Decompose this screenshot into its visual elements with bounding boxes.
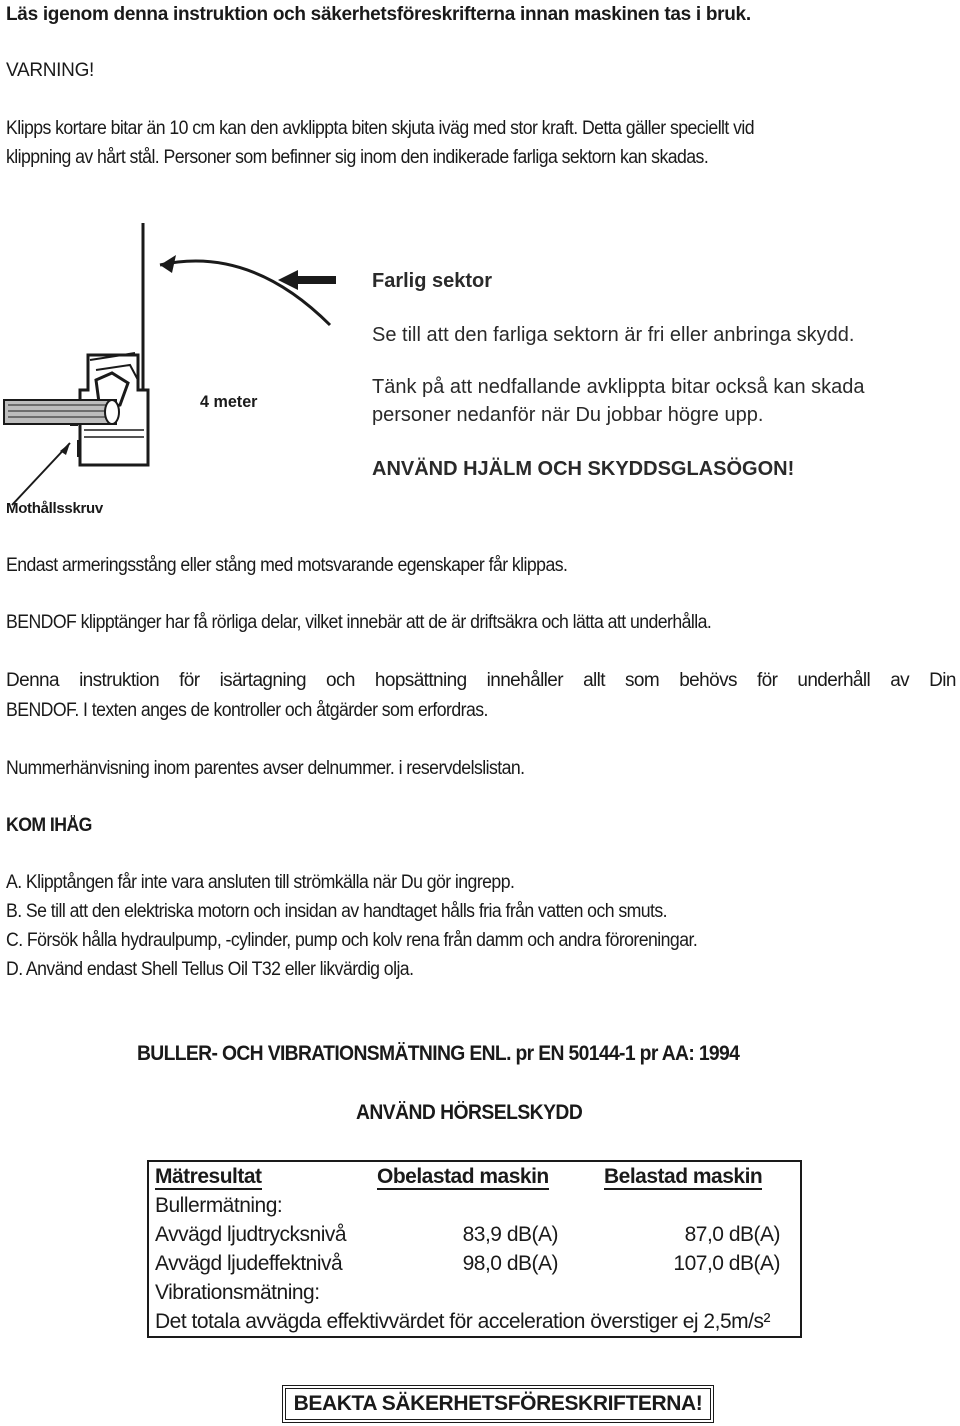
table-cell: Det totala avvägda effektivvärdet för acceleration överstiger ej 2,5m/s² xyxy=(155,1310,770,1333)
list-item-c: C. Försök hålla hydraulpump, -cylinder, pump och kolv rena från damm och andra föroreningar. xyxy=(6,930,698,951)
table-row xyxy=(148,1249,801,1278)
table-cell: 107,0 dB(A) xyxy=(673,1252,780,1275)
safety-notice-text: BEAKTA SÄKERHETSFÖRESKRIFTERNA! xyxy=(293,1392,703,1415)
list-item-d: D. Använd endast Shell Tellus Oil T32 eller likvärdig olja. xyxy=(6,959,414,980)
table-cell: 98,0 dB(A) xyxy=(462,1252,558,1275)
safety-notice-box xyxy=(282,1385,714,1423)
table-header: Obelastad maskin xyxy=(377,1165,549,1188)
word: instruktion xyxy=(79,670,160,691)
table-row xyxy=(148,1278,801,1307)
table-cell: Avvägd ljudtrycksnivå xyxy=(155,1223,347,1246)
word: som xyxy=(625,670,660,691)
helmet-warning: ANVÄND HJÄLM OCH SKYDDSGLASÖGON! xyxy=(372,458,795,480)
screw-label: Mothållsskruv xyxy=(6,500,103,517)
word: behövs xyxy=(679,670,737,691)
table-cell: 83,9 dB(A) xyxy=(462,1223,558,1246)
word: och xyxy=(325,670,355,691)
hearing-protection-heading: ANVÄND HÖRSELSKYDD xyxy=(356,1101,583,1124)
word: Din xyxy=(929,670,956,691)
list-item-b: B. Se till att den elektriska motorn och insidan av handtaget hålls fria från vatten och smuts. xyxy=(6,901,668,922)
remember-heading: KOM IHÅG xyxy=(6,815,92,836)
word: isärtagning xyxy=(219,670,306,691)
word: Denna xyxy=(6,670,59,691)
table-cell: 87,0 dB(A) xyxy=(684,1223,780,1246)
table-header-row xyxy=(148,1161,801,1191)
distance-label: 4 meter xyxy=(200,392,258,411)
table-row xyxy=(148,1220,801,1249)
list-item-a: A. Klipptången får inte vara ansluten till strömkälla när Du gör ingrepp. xyxy=(6,872,515,893)
danger-sector-illustration xyxy=(0,215,360,525)
measurement-table xyxy=(147,1160,802,1338)
warning-heading: VARNING! xyxy=(6,60,95,81)
intro-instruction: Läs igenom denna instruktion och säkerhetsföreskrifterna innan maskinen tas i bruk. xyxy=(6,4,751,25)
table-section-label: Vibrationsmätning: xyxy=(155,1281,320,1304)
paragraph-instruction-line-2: BENDOF. I texten anges de kontroller och åtgärder som erfordras. xyxy=(6,700,488,721)
table-header: Mätresultat xyxy=(155,1165,262,1188)
paragraph-instruction-line-1 xyxy=(6,666,956,695)
word: underhåll xyxy=(797,670,871,691)
table-section-label: Bullermätning: xyxy=(155,1194,283,1217)
word: innehåller xyxy=(486,670,564,691)
noise-heading: BULLER- OCH VIBRATIONSMÄTNING ENL. pr EN 50144-1 pr AA: 1994 xyxy=(137,1042,740,1065)
danger-sector-title: Farlig sektor xyxy=(372,270,493,292)
table-row xyxy=(148,1307,801,1337)
table-header: Belastad maskin xyxy=(604,1165,763,1188)
table-cell: Avvägd ljudeffektnivå xyxy=(155,1252,343,1275)
paragraph-part-numbers: Nummerhänvisning inom parentes avser delnummer. i reservdelslistan. xyxy=(6,758,525,779)
word: för xyxy=(179,670,200,691)
word: hopsättning xyxy=(374,670,467,691)
paragraph-maintenance: BENDOF klipptänger har få rörliga delar, vilket innebär att de är driftsäkra och lätta att underhålla. xyxy=(6,612,712,633)
warning-text-line-2: klippning av hårt stål. Personer som befinner sig inom den indikerade farliga sektorn kan skadas. xyxy=(6,147,709,168)
table-row xyxy=(148,1191,801,1220)
word: av xyxy=(890,670,910,691)
danger-sector-text-2-line-1: Tänk på att nedfallande avklippta bitar också kan skada xyxy=(372,376,865,398)
word: för xyxy=(756,670,778,691)
warning-text-line-1: Klipps kortare bitar än 10 cm kan den avklippta biten skjuta iväg med stor kraft. Detta gäller speciellt vid xyxy=(6,118,755,139)
word: allt xyxy=(583,670,605,691)
danger-sector-text-2-line-2: personer nedanför när Du jobbar högre upp. xyxy=(372,404,764,426)
paragraph-material: Endast armeringsstång eller stång med motsvarande egenskaper får klippas. xyxy=(6,555,568,576)
danger-sector-text-1: Se till att den farliga sektorn är fri eller anbringa skydd. xyxy=(372,324,855,346)
